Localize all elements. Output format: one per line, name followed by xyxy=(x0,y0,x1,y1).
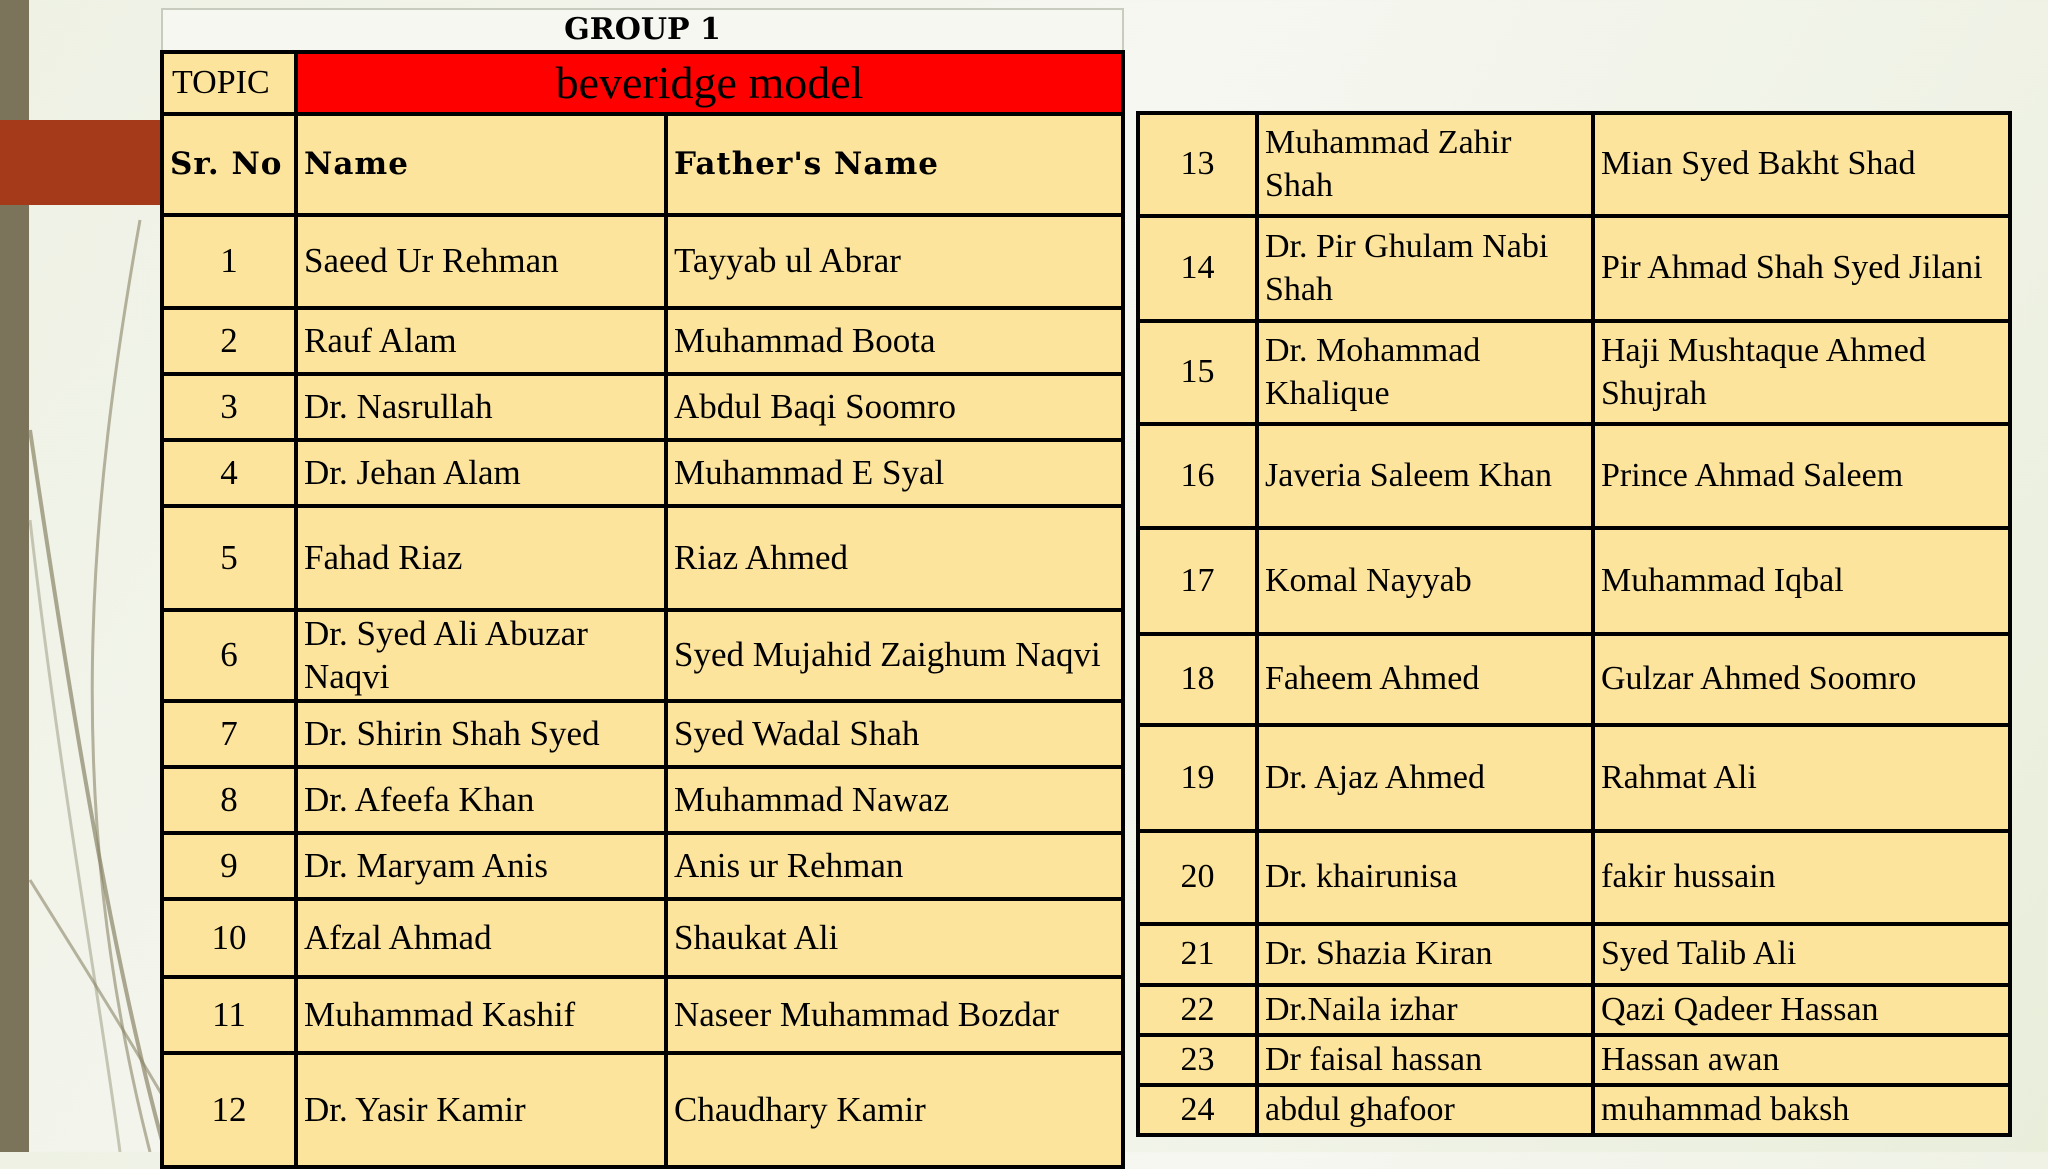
sr-no-cell: 17 xyxy=(1138,528,1257,634)
name-cell: Dr. khairunisa xyxy=(1257,831,1593,924)
table-row xyxy=(162,215,1123,308)
sr-no-cell: 10 xyxy=(162,899,296,977)
name-cell: abdul ghafoor xyxy=(1257,1085,1593,1135)
name-cell: Dr. Yasir Kamir xyxy=(296,1053,666,1167)
sr-no-cell: 13 xyxy=(1138,113,1257,216)
table-row xyxy=(1138,1035,2010,1085)
table-row xyxy=(1138,634,2010,725)
table-row xyxy=(162,374,1123,440)
group-table-left xyxy=(160,8,1125,1169)
name-cell: Dr. Pir Ghulam Nabi Shah xyxy=(1257,216,1593,321)
sr-no-cell: 12 xyxy=(162,1053,296,1167)
fathers-name-cell: fakir hussain xyxy=(1593,831,2010,924)
fathers-name-cell: Haji Mushtaque Ahmed Shujrah xyxy=(1593,321,2010,424)
name-cell: Dr. Afeefa Khan xyxy=(296,767,666,833)
fathers-name-cell: Pir Ahmad Shah Syed Jilani xyxy=(1593,216,2010,321)
table-row xyxy=(162,899,1123,977)
fathers-name-cell: Muhammad Nawaz xyxy=(666,767,1123,833)
table-row xyxy=(1138,725,2010,831)
sr-no-cell: 8 xyxy=(162,767,296,833)
topic-label: TOPIC xyxy=(162,52,296,114)
header-fathers-name: Father's Name xyxy=(666,114,1123,215)
table-row xyxy=(162,506,1123,610)
table-row xyxy=(162,977,1123,1053)
name-cell: Dr. Maryam Anis xyxy=(296,833,666,899)
table-row xyxy=(162,308,1123,374)
name-cell: Afzal Ahmad xyxy=(296,899,666,977)
group-title: GROUP 1 xyxy=(162,9,1123,52)
fathers-name-cell: Muhammad E Syal xyxy=(666,440,1123,506)
sr-no-cell: 9 xyxy=(162,833,296,899)
name-cell: Fahad Riaz xyxy=(296,506,666,610)
name-cell: Javeria Saleem Khan xyxy=(1257,424,1593,528)
table-row xyxy=(1138,985,2010,1035)
sr-no-cell: 2 xyxy=(162,308,296,374)
fathers-name-cell: Anis ur Rehman xyxy=(666,833,1123,899)
fathers-name-cell: Shaukat Ali xyxy=(666,899,1123,977)
name-cell: Dr faisal hassan xyxy=(1257,1035,1593,1085)
name-cell: Dr. Ajaz Ahmed xyxy=(1257,725,1593,831)
table-row xyxy=(1138,1085,2010,1135)
name-cell: Dr.Naila izhar xyxy=(1257,985,1593,1035)
sr-no-cell: 6 xyxy=(162,610,296,702)
table-row xyxy=(1138,831,2010,924)
sr-no-cell: 7 xyxy=(162,701,296,767)
fathers-name-cell: Abdul Baqi Soomro xyxy=(666,374,1123,440)
name-cell: Komal Nayyab xyxy=(1257,528,1593,634)
fathers-name-cell: Muhammad Boota xyxy=(666,308,1123,374)
fathers-name-cell: Rahmat Ali xyxy=(1593,725,2010,831)
table-row xyxy=(162,767,1123,833)
name-cell: Dr. Syed Ali Abuzar Naqvi xyxy=(296,610,666,702)
sr-no-cell: 22 xyxy=(1138,985,1257,1035)
sr-no-cell: 3 xyxy=(162,374,296,440)
sr-no-cell: 15 xyxy=(1138,321,1257,424)
name-cell: Muhammad Zahir Shah xyxy=(1257,113,1593,216)
name-cell: Dr. Jehan Alam xyxy=(296,440,666,506)
table-row xyxy=(1138,424,2010,528)
fathers-name-cell: Syed Talib Ali xyxy=(1593,924,2010,985)
fathers-name-cell: Hassan awan xyxy=(1593,1035,2010,1085)
table-row xyxy=(162,833,1123,899)
sr-no-cell: 14 xyxy=(1138,216,1257,321)
topic-value: beveridge model xyxy=(296,52,1123,114)
table-row xyxy=(162,610,1123,702)
sr-no-cell: 1 xyxy=(162,215,296,308)
sr-no-cell: 11 xyxy=(162,977,296,1053)
table-row xyxy=(1138,528,2010,634)
fathers-name-cell: Syed Mujahid Zaighum Naqvi xyxy=(666,610,1123,702)
name-cell: Muhammad Kashif xyxy=(296,977,666,1053)
sr-no-cell: 21 xyxy=(1138,924,1257,985)
fathers-name-cell: Naseer Muhammad Bozdar xyxy=(666,977,1123,1053)
fathers-name-cell: Qazi Qadeer Hassan xyxy=(1593,985,2010,1035)
fathers-name-cell: Mian Syed Bakht Shad xyxy=(1593,113,2010,216)
sr-no-cell: 19 xyxy=(1138,725,1257,831)
table-row xyxy=(1138,113,2010,216)
name-cell: Rauf Alam xyxy=(296,308,666,374)
table-row xyxy=(1138,216,2010,321)
name-cell: Faheem Ahmed xyxy=(1257,634,1593,725)
table-row xyxy=(162,701,1123,767)
fathers-name-cell: Tayyab ul Abrar xyxy=(666,215,1123,308)
fathers-name-cell: Syed Wadal Shah xyxy=(666,701,1123,767)
name-cell: Dr. Nasrullah xyxy=(296,374,666,440)
table-row xyxy=(162,440,1123,506)
sr-no-cell: 24 xyxy=(1138,1085,1257,1135)
table-row xyxy=(1138,321,2010,424)
name-cell: Dr. Mohammad Khalique xyxy=(1257,321,1593,424)
name-cell: Dr. Shazia Kiran xyxy=(1257,924,1593,985)
fathers-name-cell: Prince Ahmad Saleem xyxy=(1593,424,2010,528)
fathers-name-cell: Gulzar Ahmed Soomro xyxy=(1593,634,2010,725)
table-row xyxy=(162,1053,1123,1167)
group-table-right xyxy=(1136,111,2012,1137)
sr-no-cell: 5 xyxy=(162,506,296,610)
fathers-name-cell: Muhammad Iqbal xyxy=(1593,528,2010,634)
header-sr-no: Sr. No xyxy=(162,114,296,215)
sr-no-cell: 4 xyxy=(162,440,296,506)
sr-no-cell: 18 xyxy=(1138,634,1257,725)
fathers-name-cell: muhammad baksh xyxy=(1593,1085,2010,1135)
fathers-name-cell: Chaudhary Kamir xyxy=(666,1053,1123,1167)
header-name: Name xyxy=(296,114,666,215)
name-cell: Saeed Ur Rehman xyxy=(296,215,666,308)
sr-no-cell: 16 xyxy=(1138,424,1257,528)
name-cell: Dr. Shirin Shah Syed xyxy=(296,701,666,767)
table-row xyxy=(1138,924,2010,985)
sr-no-cell: 23 xyxy=(1138,1035,1257,1085)
sr-no-cell: 20 xyxy=(1138,831,1257,924)
fathers-name-cell: Riaz Ahmed xyxy=(666,506,1123,610)
